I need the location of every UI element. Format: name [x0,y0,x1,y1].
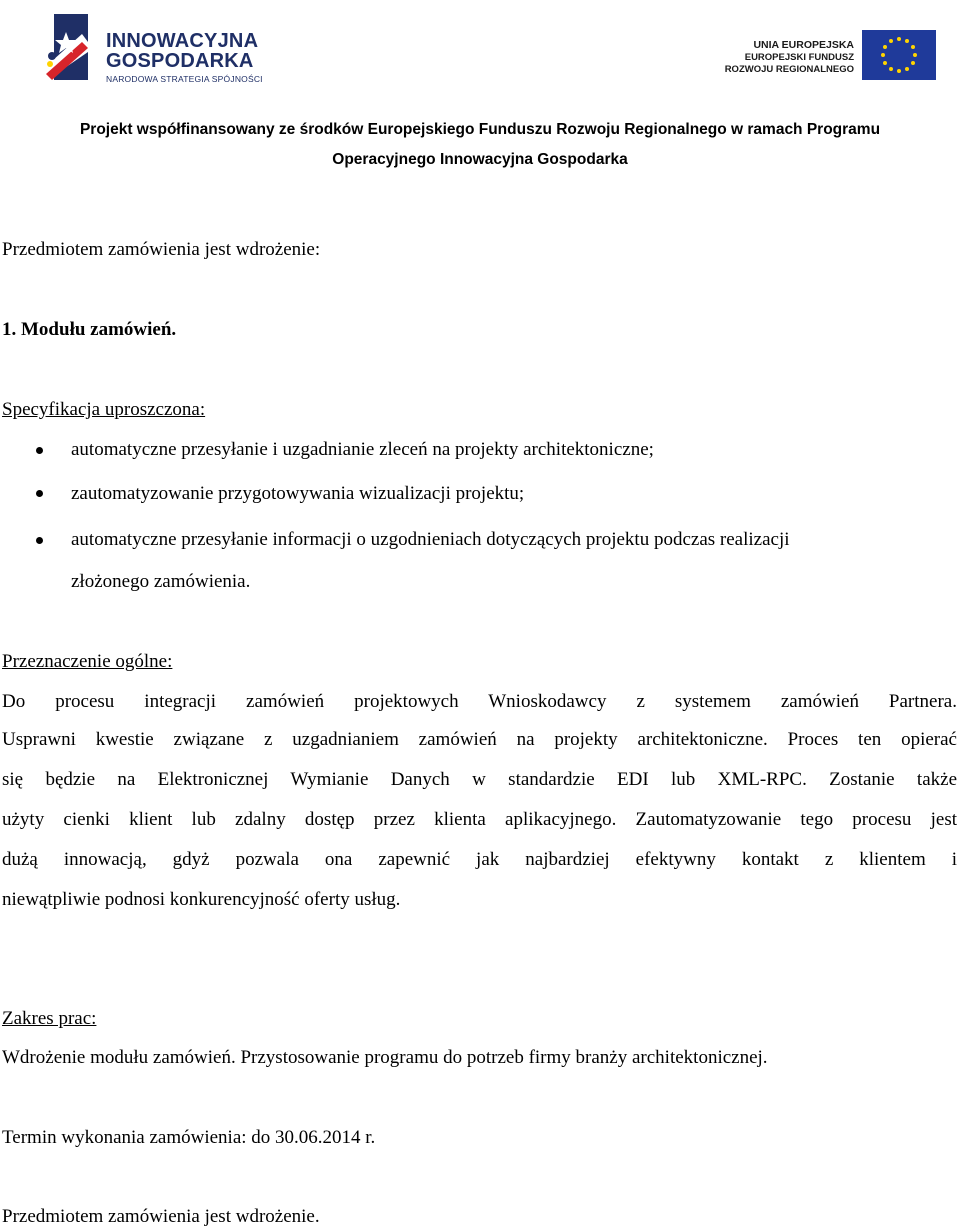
purpose-line-5: dużą innowacją, gdyż pozwala ona zapewnić jak najbardziej efektywny kontakt z klientem i [2,849,957,870]
scope-label: Zakres prac: [2,1008,97,1029]
purpose-line-1: Do procesu integracji zamówień projektowych Wnioskodawcy z systemem zamówień Partnera. [2,691,957,712]
deadline-text: Termin wykonania zamówienia: do 30.06.2014 r. [2,1127,376,1148]
spec-label: Specyfikacja uproszczona: [2,399,206,420]
purpose-line-6: niewątpliwie podnosi konkurencyjność oferty usług. [2,889,401,910]
module-heading: 1. Modułu zamówień. [2,319,177,340]
eu-flag-icon [862,30,936,80]
innowacyjna-gospodarka-logo [42,12,272,87]
logo-left-tagline: NARODOWA STRATEGIA SPÓJNOŚCI [106,74,263,84]
bullet-icon [36,490,43,497]
spec-item-3-continued: złożonego zamówienia. [71,571,251,592]
purpose-line-4: użyty cienki klient lub zdalny dostęp przez klienta aplikacyjnego. Zautomatyzowanie tego procesu jest [2,809,957,830]
spec-item-2: zautomatyzowanie przygotowywania wizualizacji projektu; [71,483,525,504]
eu-logo-line2: EUROPEJSKI FUNDUSZ [744,52,854,63]
spec-item-1: automatyczne przesyłanie i uzgadnianie zleceń na projekty architektoniczne; [71,439,654,460]
eu-logo-line1: UNIA EUROPEJSKA [753,39,854,51]
innowacyjna-gospodarka-emblem-icon [42,12,106,87]
scope-text: Wdrożenie modułu zamówień. Przystosowanie programu do potrzeb firmy branży architektonicznej. [2,1047,768,1068]
logo-left-line1: INNOWACYJNA [106,30,259,52]
bullet-icon [36,537,43,544]
spec-item-3: automatyczne przesyłanie informacji o uzgodnieniach dotyczących projektu podczas realizacji [71,529,790,550]
bullet-icon [36,447,43,454]
purpose-line-3: się będzie na Elektronicznej Wymianie Danych w standardzie EDI lub XML-RPC. Zostanie także [2,769,957,790]
closing-text: Przedmiotem zamówienia jest wdrożenie. [2,1206,320,1227]
intro-text: Przedmiotem zamówienia jest wdrożenie: [2,239,321,260]
project-funding-line2: Operacyjnego Innowacyjna Gospodarka [332,151,628,168]
eu-logo-line3: ROZWOJU REGIONALNEGO [724,64,854,75]
eu-logo [724,28,940,84]
logo-left-line2: GOSPODARKA [106,50,254,72]
project-funding-line1: Projekt współfinansowany ze środków Europejskiego Funduszu Rozwoju Regionalnego w ramach Programu [79,121,881,138]
purpose-line-2: Usprawni kwestie związane z uzgadnianiem zamówień na projekty architektoniczne. Proces ten opierać [2,729,957,750]
purpose-label: Przeznaczenie ogólne: [2,651,173,672]
